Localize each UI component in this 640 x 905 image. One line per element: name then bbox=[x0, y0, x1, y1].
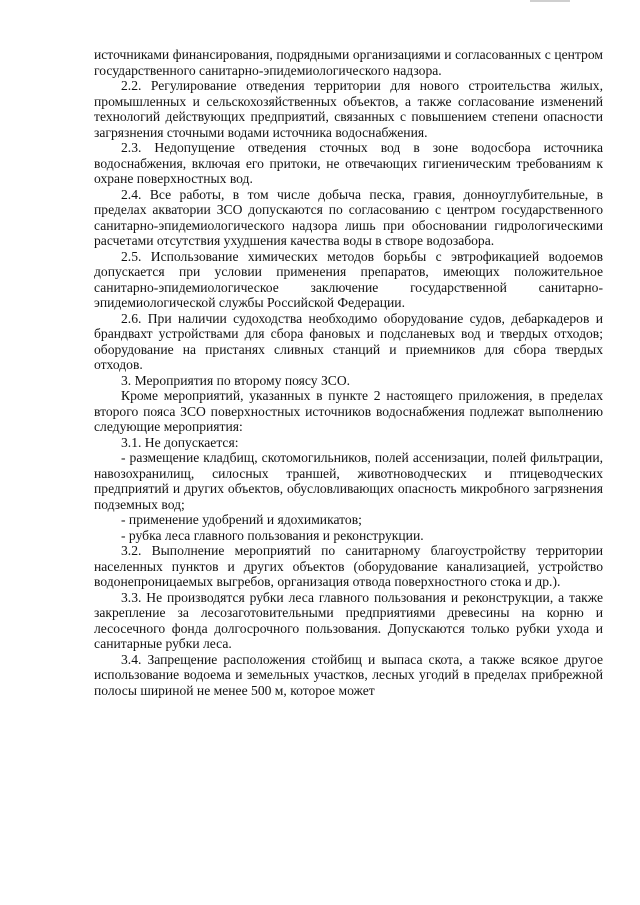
paragraph: 3.4. Запрещение расположения стойбищ и выпаса скота, а также всякое другое использование водоема и земельных участков, лесных угодий в пределах прибрежной полосы шириной не менее 500 м, которое может bbox=[94, 651, 603, 698]
paragraph: источниками финансирования, подрядными организациями и согласованных с центром государственного санитарно-эпидемиологического надзора. bbox=[94, 47, 603, 78]
paragraph: 3.1. Не допускается: bbox=[121, 434, 239, 450]
paragraph: 2.6. При наличии судоходства необходимо оборудование судов, дебаркадеров и брандвахт устройствами для сбора фановых и подсланевых вод и твердых отходов; оборудование на пристанях сливных станций и приемников для сбора твердых отходов. bbox=[94, 310, 603, 372]
document-body bbox=[94, 47, 603, 698]
paragraph: 3.3. Не производятся рубки леса главного пользования и реконструкции, а также закрепление за лесозаготовительными предприятиями древесины на корню и лесосечного фонда долгосрочного пользования. Допускаются только рубки ухода и санитарные рубки леса. bbox=[94, 589, 603, 651]
paragraph: - рубка леса главного пользования и реконструкции. bbox=[121, 527, 424, 543]
paragraph: 2.4. Все работы, в том числе добыча песка, гравия, донноуглубительные, в пределах акватории ЗСО допускаются по согласованию с центром государственного санитарно-эпидемиологического надзора лишь при обосновании гидрологическими расчетами отсутствия ухудшения качества воды в створе водозабора. bbox=[94, 186, 603, 248]
scan-edge-mark bbox=[530, 0, 570, 2]
paragraph: Кроме мероприятий, указанных в пункте 2 настоящего приложения, в пределах второго пояса ЗСО поверхностных источников водоснабжения подлежат выполнению следующие мероприятия: bbox=[94, 388, 603, 434]
paragraph: - применение удобрений и ядохимикатов; bbox=[121, 512, 362, 527]
paragraph: 2.5. Использование химических методов борьбы с эвтрофикацией водоемов допускается при условии применения препаратов, имеющих положительное санитарно-эпидемиологическое заключение государственной санитарно-эпидемиологической службы Российской Федерации. bbox=[94, 248, 603, 310]
paragraph: 2.2. Регулирование отведения территории для нового строительства жилых, промышленных и сельскохозяйственных объектов, а также согласование изменений технологий действующих предприятий, связанных с повышением степени опасности загрязнения сточными водами источника водоснабжения. bbox=[94, 78, 603, 140]
paragraph: 3. Мероприятия по второму поясу ЗСО. bbox=[121, 372, 351, 388]
paragraph: 2.3. Недопущение отведения сточных вод в зоне водосбора источника водоснабжения, включая его притоки, не отвечающих гигиеническим требованиям к охране поверхностных вод. bbox=[94, 140, 603, 186]
paragraph: 3.2. Выполнение мероприятий по санитарному благоустройству территории населенных пунктов и других объектов (оборудование канализацией, устройство водонепроницаемых выгребов, организация отвода поверхностного стока и др.). bbox=[94, 543, 603, 589]
paragraph: - размещение кладбищ, скотомогильников, полей ассенизации, полей фильтрации, навозохранилищ, силосных траншей, животноводческих и птицеводческих предприятий и других объектов, обусловливающих опасность микробного загрязнения подземных вод; bbox=[94, 450, 603, 512]
